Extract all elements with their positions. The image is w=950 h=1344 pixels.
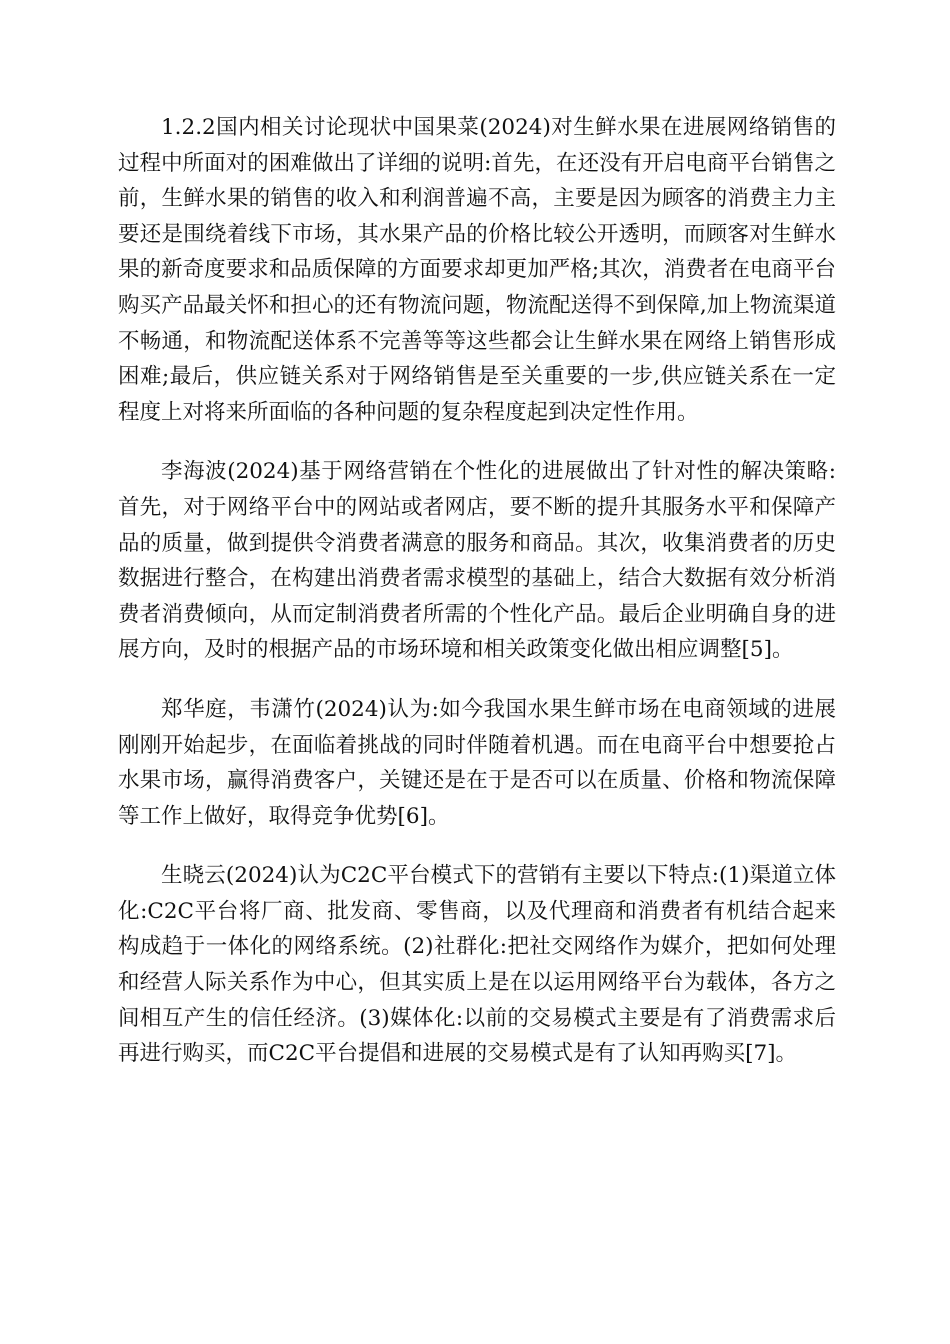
paragraph-li-haibo: 李海波(2024)基于网络营销在个性化的进展做出了针对性的解决策略:首先，对于网络平台中的网站或者网店，要不断的提升其服务水平和保障产品的质量，做到提供令消费者满意的服务和商品。其次，收集消费者的历史数据进行整合，在构建出消费者需求模型的基础上，结合大数据有效分析消费者消费倾向，从而定制消费者所需的个性化产品。最后企业明确自身的进展方向，及时的根据产品的市场环境和相关政策变化做出相应调整[5]。 — [118, 459, 836, 663]
document-body — [118, 110, 836, 1096]
paragraph-sheng-xiaoyun: 生晓云(2024)认为C2C平台模式下的营销有主要以下特点:(1)渠道立体化:C2C平台将厂商、批发商、零售商，以及代理商和消费者有机结合起来构成趋于一体化的网络系统。(2)社群化:把社交网络作为媒介，把如何处理和经营人际关系作为中心，但其实质上是在以运用网络平台为载体，各方之间相互产生的信任经济。(3)媒体化:以前的交易模式主要是有了消费需求后再进行购买，而C2C平台提倡和进展的交易模式是有了认知再购买[7]。 — [118, 863, 836, 1067]
paragraph-domestic-research: 1.2.2国内相关讨论现状中国果菜(2024)对生鲜水果在进展网络销售的过程中所面对的困难做出了详细的说明:首先，在还没有开启电商平台销售之前，生鲜水果的销售的收入和利润普遍不高，主要是因为顾客的消费主力主要还是围绕着线下市场，其水果产品的价格比较公开透明，而顾客对生鲜水果的新奇度要求和品质保障的方面要求却更加严格;其次，消费者在电商平台购买产品最关怀和担心的还有物流问题，物流配送得不到保障,加上物流渠道不畅通，和物流配送体系不完善等等这些都会让生鲜水果在网络上销售形成困难;最后，供应链关系对于网络销售是至关重要的一步,供应链关系在一定程度上对将来所面临的各种问题的复杂程度起到决定性作用。 — [118, 115, 836, 425]
paragraph-zheng-huating: 郑华庭，韦潇竹(2024)认为:如今我国水果生鲜市场在电商领域的进展刚刚开始起步，在面临着挑战的同时伴随着机遇。而在电商平台中想要抢占水果市场，赢得消费客户，关键还是在于是否可以在质量、价格和物流保障等工作上做好，取得竞争优势[6]。 — [118, 696, 836, 829]
